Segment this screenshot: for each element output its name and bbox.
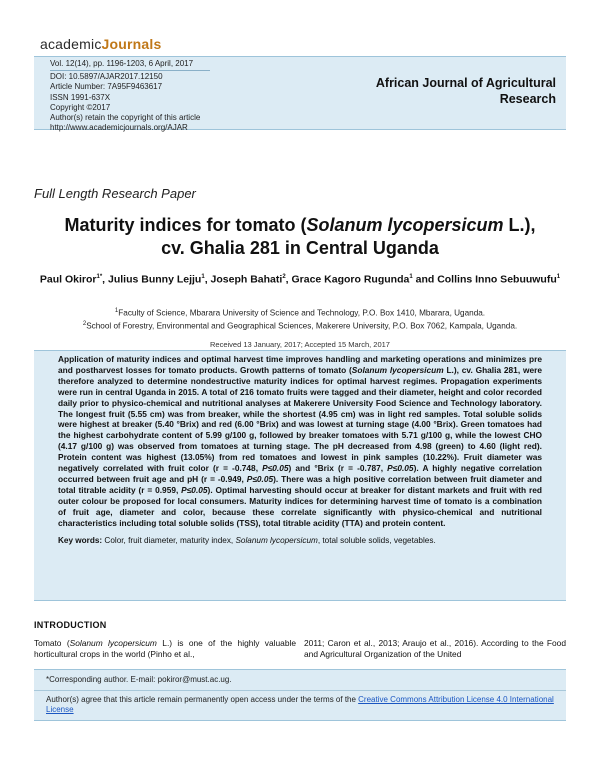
article-number: Article Number: 7A95F9463617 [50, 82, 163, 92]
corresponding-author: *Corresponding author. E-mail: pokiror@must.ac.ug. [46, 675, 232, 684]
affiliation-text: School of Forestry, Environmental and Geographical Sciences, Makerere University, P.O. Box 7062, Kampala, Uganda. [86, 321, 518, 331]
keywords [58, 536, 542, 545]
keywords-text: Color, fruit diameter, maturity index, [102, 535, 236, 545]
volume-info: Vol. 12(14), pp. 1196-1203, 6 April, 2017 [50, 59, 194, 68]
author-name: , Joseph Bahati [204, 273, 283, 286]
article-meta [50, 59, 210, 133]
abstract-box [34, 350, 566, 601]
author-affiliation-mark: 1 [409, 274, 413, 280]
title-part-1: Maturity indices for tomato ( [64, 215, 307, 235]
intro-italic: Solanum lycopersicum [69, 638, 157, 648]
affiliation-number: 1 [114, 308, 119, 314]
paper-title [34, 214, 566, 260]
intro-text: L.) is one of the highly valuable horticultural crops in the world (Pinho et al., [34, 638, 296, 659]
article-header [34, 56, 566, 133]
introduction-right-column [304, 638, 566, 659]
affiliation-number: 2 [82, 320, 87, 327]
abstract-italic: P≤0.05 [262, 463, 289, 474]
title-part-2: L.), [503, 215, 536, 235]
intro-text: 2011; Caron et al., 2013; Araujo et al., 2016). According to the Food and Agricultural Organization of the United [304, 638, 566, 659]
paper-type: Full Length Research Paper [34, 186, 196, 201]
title-line-2: cv. Ghalia 281 in Central Uganda [161, 238, 439, 258]
author-affiliation-mark: 2 [282, 274, 286, 280]
license-link[interactable]: Creative Commons Attribution License 4.0 International License [46, 695, 554, 714]
abstract-segment: ). There was a high positive correlation between fruit diameter and total titrable acidity (r = 0.959, [58, 473, 542, 495]
title-species: Solanum lycopersicum [306, 215, 504, 235]
abstract-italic: P≤0.05 [387, 463, 414, 474]
rights-info: Author(s) retain the copyright of this article [50, 113, 201, 123]
author-list [34, 270, 566, 287]
author-name: , Julius Bunny Lejju [102, 273, 202, 286]
footnote-box [34, 669, 566, 721]
journal-name [356, 75, 556, 107]
journal-name-line-2: Research [499, 92, 556, 106]
meta-divider [50, 70, 210, 71]
abstract-segment: L.), cv. Ghalia 281, were therefore analyzed to determine nondestructive maturity indices for optimal harvest regimes. Propagation experiments were run in central Uganda in 2015. A total of 216 tomato fruits were tagged and their diameter, height and color recorded daily prior to physico-chemical and nutritional analyses at Makerere University Food Science and Technology laboratory. The longest fruit (5.55 cm) was from breaker, while the shortest (4.95 cm) was in light red samples. Total soluble solids were highest at breaker (5.40 °Brix) and red (6.00 °Brix) and was lowest at turning stage (4.00 °Brix). Green tomatoes had the highest carbohydrate content of 5.99 g/100 g, followed by breaker tomatoes with 5.71 g/100 g, while the lowest CHO (4.17 g/100 g) was observed from tomatoes at turning stage. The pH decreased from 4.98 (green) to 4.60 (light red). Protein content was highest (13.05%) from red tomatoes and lowest in pink samples (10.22%). Fruit diameter was negatively correlated with fruit color (r = -0.748, [58, 364, 542, 474]
section-heading-introduction: INTRODUCTION [34, 620, 107, 630]
issn-info: ISSN 1991-637X [50, 92, 111, 102]
author-name: and Collins Inno Sebuuwufu [412, 273, 557, 286]
copyright-info: Copyright ©2017 [50, 102, 111, 112]
abstract-segment: ) and °Brix (r = -0.787, [288, 463, 388, 474]
doi-info: DOI: 10.5897/AJAR2017.12150 [50, 72, 163, 82]
brand-part-journals: Journals [101, 36, 162, 52]
license-text: Author(s) agree that this article remain permanently open access under the terms of the [46, 695, 359, 704]
license-statement [46, 695, 554, 715]
journal-url[interactable]: http://www.academicjournals.org/AJAR [50, 123, 188, 133]
abstract-text [58, 354, 542, 529]
abstract-italic: Solanum lycopersicum [351, 364, 444, 375]
affiliation-1 [34, 306, 566, 319]
abstract-italic: P≤0.05 [181, 484, 208, 495]
intro-text: Tomato ( [34, 638, 70, 648]
footnote-divider [34, 690, 566, 691]
abstract-italic: P≤0.05 [246, 473, 274, 484]
author-affiliation-mark: 1 [556, 274, 561, 280]
received-accepted-dates: Received 13 January, 2017; Accepted 15 March, 2017 [210, 340, 390, 349]
keywords-italic: Solanum lycopersicum [235, 535, 318, 545]
keywords-text: , total soluble solids, vegetables. [317, 535, 436, 545]
author-affiliation-mark: 1 [201, 274, 205, 280]
introduction-left-column [34, 638, 296, 659]
abstract-segment: Application of maturity indices and optimal harvest time improves handling and marketing operations and minimizes pre and postharvest losses for tomato products. Growth patterns of tomato ( [58, 354, 542, 375]
author-name: Paul Okiror [39, 273, 97, 286]
journal-name-line-1: African Journal of Agricultural [375, 76, 556, 90]
abstract-segment: ). Optimal harvesting should occur at breaker for distant markets and fruit with red outer colour be proposed for local consumers. Maturity indices for determining harvest time of tomato is a combination of fruit age, diameter and color, because these correlate significantly with physico-chemical and nutritional characteristics including total soluble solids (TSS), total titrable acidity (TTA) and protein content. [58, 484, 542, 528]
affiliation-2 [34, 319, 566, 332]
abstract-segment: ). A highly negative correlation occurred between fruit age and pH (r = -0.949, [58, 463, 542, 484]
author-name: , Grace Kagoro Rugunda [285, 273, 410, 286]
journal-brand-logo [40, 36, 161, 52]
affiliation-text: Faculty of Science, Mbarara University of Science and Technology, P.O. Box 1410, Mbarara, Uganda. [118, 308, 486, 318]
affiliations [34, 306, 566, 331]
keywords-label: Key words: [58, 535, 103, 545]
brand-part-academic: academic [40, 36, 102, 52]
author-affiliation-mark: 1* [96, 274, 103, 280]
